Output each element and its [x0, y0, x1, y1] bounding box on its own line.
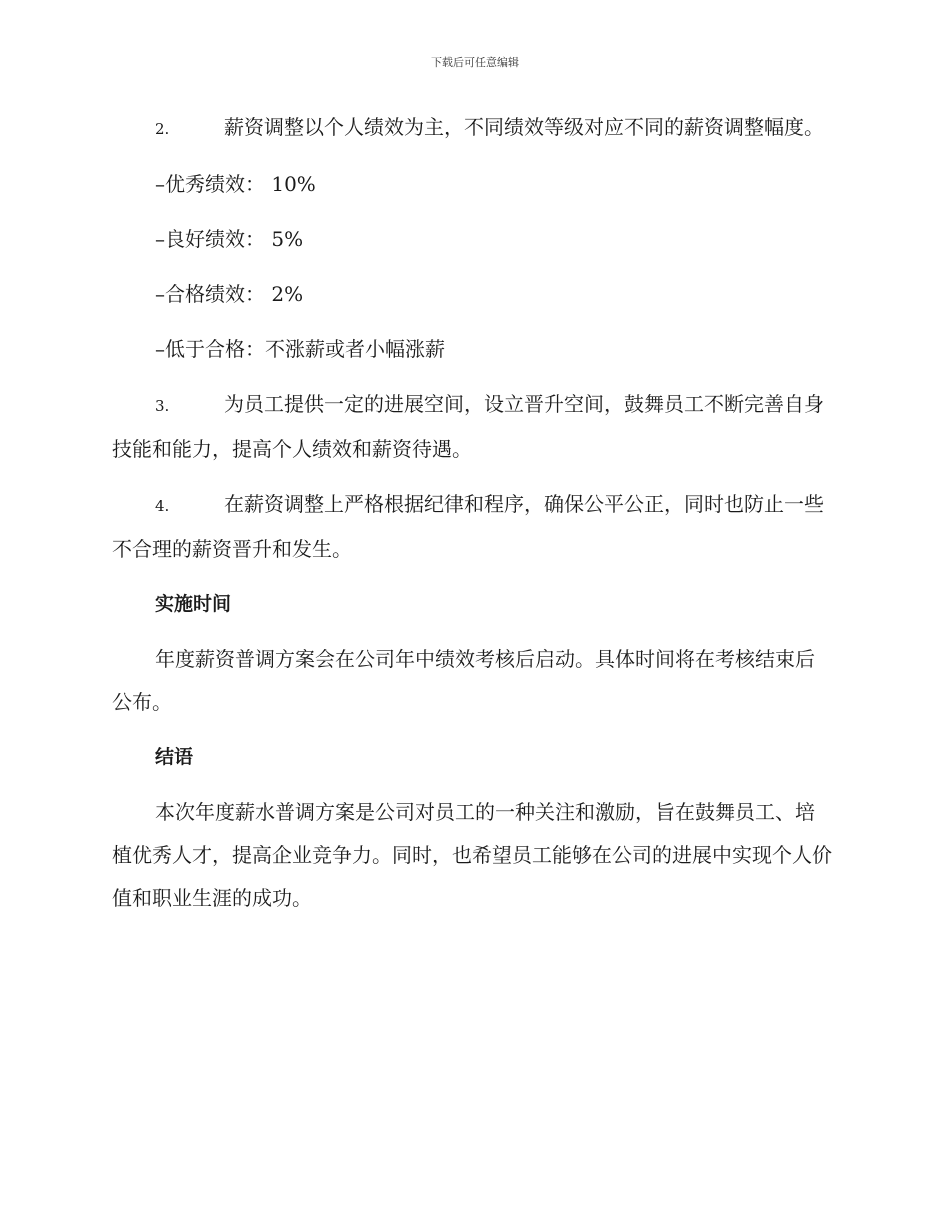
- list-item-2: [112, 106, 832, 151]
- list-item-number: 2.: [155, 120, 170, 138]
- page-header: 下载后可任意编辑: [431, 56, 519, 69]
- section-body-conclusion: 本次年度薪水普调方案是公司对员工的一种关注和激励，旨在鼓舞员工、培植优秀人才，提高企业竞争力。同时，也希望员工能够在公司的进展中实现个人价值和职业生涯的成功。: [112, 800, 832, 910]
- bullet-qualified: –合格绩效： 2%: [155, 282, 304, 306]
- list-item-text: 薪资调整以个人绩效为主，不同绩效等级对应不同的薪资调整幅度。: [224, 115, 824, 139]
- bullet-excellent: –优秀绩效： 10%: [155, 172, 316, 196]
- list-item-text: 为员工提供一定的进展空间，设立晋升空间，鼓舞员工不断完善自身技能和能力，提高个人绩效和薪资待遇。: [112, 392, 824, 461]
- bullet-good: –良好绩效： 5%: [155, 227, 304, 251]
- list-item-4: [112, 483, 832, 571]
- list-item-number: 4.: [155, 497, 170, 515]
- section-heading-schedule: 实施时间: [155, 593, 232, 615]
- section-body-schedule: 年度薪资普调方案会在公司年中绩效考核后启动。具体时间将在考核结束后公布。: [112, 647, 815, 714]
- section-heading-conclusion: 结语: [155, 746, 194, 768]
- bullet-below: –低于合格：不涨薪或者小幅涨薪: [155, 337, 445, 361]
- list-item-number: 3.: [155, 397, 170, 415]
- list-item-3: [112, 383, 832, 471]
- list-item-text: 在薪资调整上严格根据纪律和程序，确保公平公正，同时也防止一些不合理的薪资晋升和发生。: [112, 492, 824, 561]
- document-body: [112, 106, 832, 932]
